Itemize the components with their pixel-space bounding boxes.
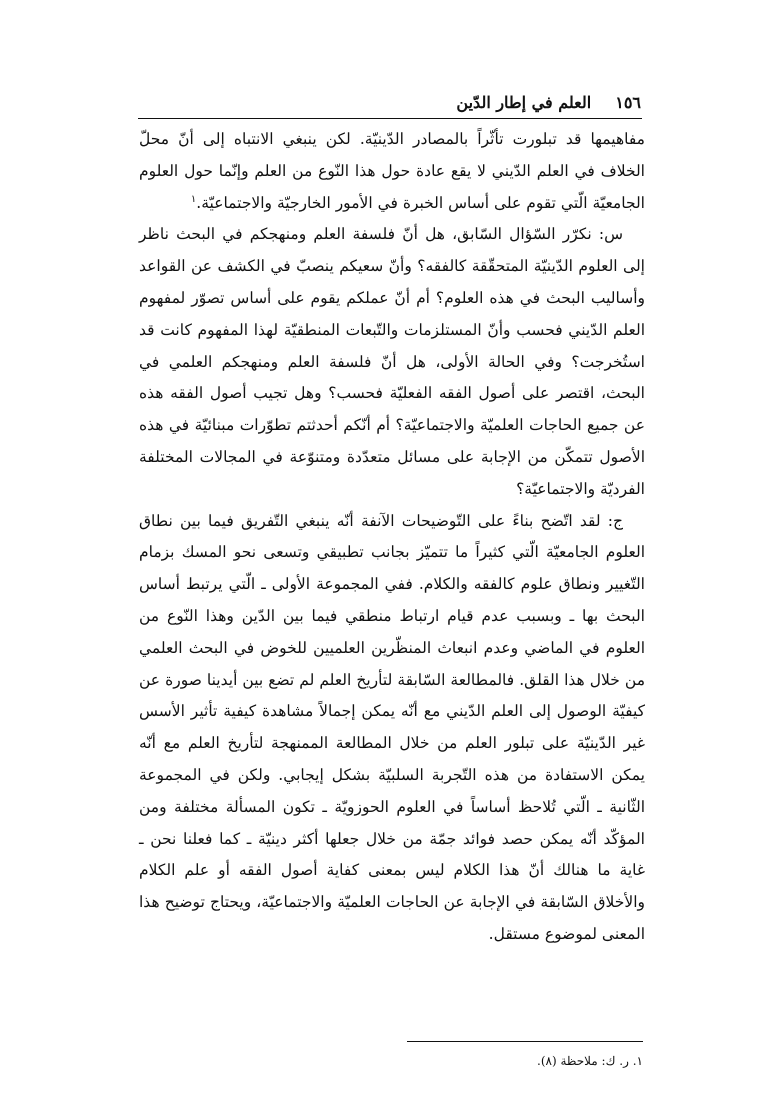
paragraph-1-text: مفاهيمها قد تبلورت تأثّراً بالمصادر الدّينيّة. لكن ينبغي الانتباه إلى أنّ محلّ الخلاف في العلم الدّيني لا يقع عادة حول هذا النّوع من العلم وإنّما حول العلوم الجامعيّة الّتي تقوم على أساس الخبرة في الأمور الخارجيّة والاجتماعيّة. (139, 130, 645, 212)
footnote-rule (407, 1041, 643, 1042)
footnote: ١. ر. ك: ملاحظة (٨). (537, 1054, 643, 1068)
header-rule (138, 118, 642, 119)
page-number: ١٥٦ (615, 92, 641, 112)
paragraph-question: س: نكرّر السّؤال السّابق، هل أنّ فلسفة العلم ومنهجكم في البحث ناظر إلى العلوم الدّينيّة المتحقّقة كالفقه؟ وأنّ سعيكم ينصبّ في الكشف عن القواعد وأساليب البحث في هذه العلوم؟ أم أنّ عملكم يقوم على أساس تصوّر لمفهوم العلم الدّيني فحسب وأنّ المستلزمات والتّبعات المنطقيّة لهذا المفهوم كانت قد استُخرجت؟ وفي الحالة الأولى، هل أنّ فلسفة العلم ومنهجكم العلمي في البحث، اقتصر على أصول الفقه الفعليّة فحسب؟ وهل تجيب أصول الفقه هذه عن جميع الحاجات العلميّة والاجتماعيّة؟ أم أنّكم أحدثتم تطوّرات مبنائيّة في هذه الأصول تتمكّن من الإجابة على مسائل متعدّدة ومتنوّعة في المجالات المختلفة الفرديّة والاجتماعيّة؟ (139, 225, 645, 498)
body-text (139, 124, 645, 951)
paragraph-1 (139, 124, 645, 219)
footnote-reference: ١ (190, 193, 197, 205)
paragraph-answer: ج: لقد اتّضح بناءً على التّوضيحات الآنفة أنّه ينبغي التّفريق فيما بين نطاق العلوم الجامعيّة الّتي كثيراً ما تتميّز بجانب تطبيقي وتسعى نحو المسك بزمام التّغيير ونطاق علوم كالفقه والكلام. ففي المجموعة الأولى ـ الّتي يرتبط أساس البحث بها ـ وبسبب عدم قيام ارتباط منطقي فيما بين الدّين وهذا النّوع من العلوم في الماضي وعدم انبعاث المنظّرين العلميين للخوض في البحث العلمي من خلال هذا القلق. فالمطالعة السّابقة لتأريخ العلم لم تضع بين أيدينا صورة عن كيفيّة الوصول إلى العلم الدّيني مع أنّه يمكن إجمالاً مشاهدة كيفية تأثير الأسس غير الدّينيّة على تبلور العلم من خلال المطالعة الممنهجة لتأريخ العلم مع أنّه يمكن الاستفادة من هذه التّجربة السلبيّة بشكل إيجابي. ولكن في المجموعة الثّانية ـ الّتي تُلاحظ أساساً في العلوم الحوزويّة ـ تكون المسألة مختلفة ومن المؤكّد أنّه يمكن حصد فوائد جمّة من خلال جعلها أكثر دينيّة ـ كما فعلنا نحن ـ غاية ما هنالك أنّ هذا الكلام ليس بمعنى كفاية أصول الفقه أو علم الكلام والأخلاق السّابقة في الإجابة عن الحاجات العلميّة والاجتماعيّة، ويحتاج توضيح هذا المعنى لموضوع مستقل. (139, 511, 645, 943)
running-head (141, 88, 641, 116)
running-head-title: العلم في إطار الدّين (456, 92, 592, 112)
